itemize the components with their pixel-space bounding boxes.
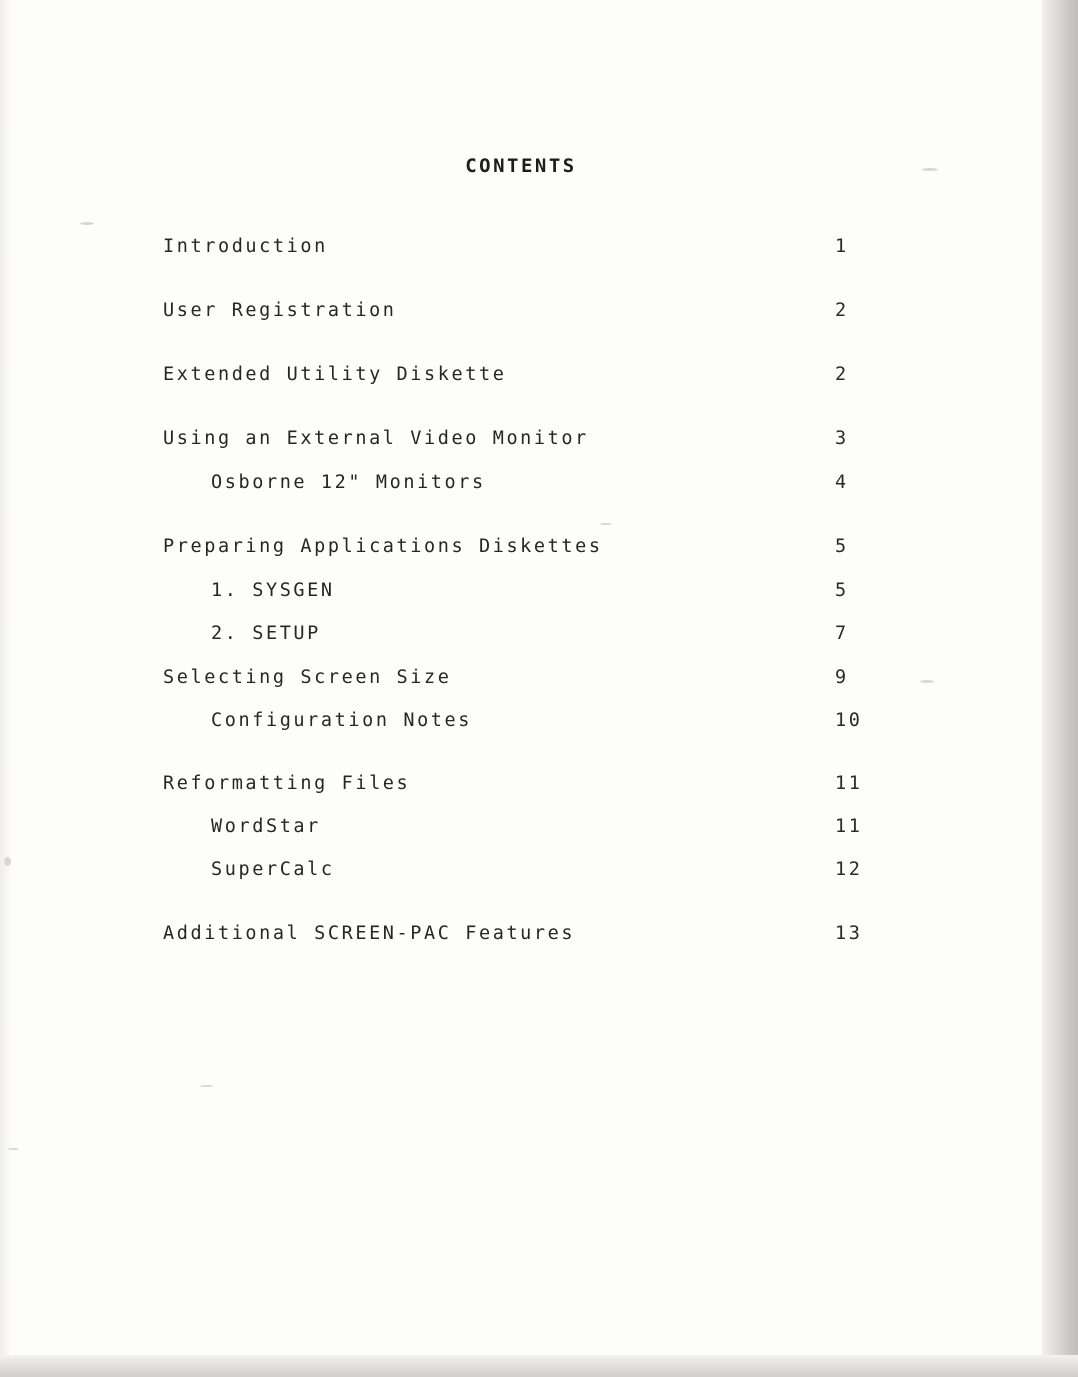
- toc-entry-page: 13: [835, 923, 863, 944]
- toc-entry-page: 3: [835, 428, 849, 449]
- toc-entry-page: 10: [835, 710, 863, 731]
- toc-entry-page: 11: [835, 773, 863, 794]
- toc-entry-page: 2: [835, 364, 849, 385]
- toc-entry-page: 1: [835, 236, 849, 257]
- toc-entry-label: Reformatting Files: [163, 773, 411, 794]
- toc-entry-page: 5: [835, 536, 849, 557]
- page-title: CONTENTS: [465, 155, 577, 177]
- toc-entry-label: Configuration Notes: [211, 710, 473, 731]
- toc-entry-label: Preparing Applications Diskettes: [163, 536, 603, 557]
- toc-entry-page: 4: [835, 472, 849, 493]
- toc-entry-label: 2. SETUP: [211, 623, 321, 644]
- toc-entry-page: 2: [835, 300, 849, 321]
- page-right-shadow: [1042, 0, 1078, 1377]
- toc-entry-label: Using an External Video Monitor: [163, 428, 589, 449]
- toc-entry-page: 12: [835, 859, 863, 880]
- toc-entry-label: Additional SCREEN-PAC Features: [163, 923, 576, 944]
- toc-entry-page: 5: [835, 580, 849, 601]
- toc-entry-label: Introduction: [163, 236, 328, 257]
- toc-entry-label: Extended Utility Diskette: [163, 364, 507, 385]
- toc-entry-label: 1. SYSGEN: [211, 580, 335, 601]
- toc-entry-label: Osborne 12" Monitors: [211, 472, 486, 493]
- toc-entry-label: Selecting Screen Size: [163, 667, 452, 688]
- toc-entry-page: 9: [835, 667, 849, 688]
- toc-entry-label: WordStar: [211, 816, 321, 837]
- toc-entry-page: 7: [835, 623, 849, 644]
- toc-entry-page: 11: [835, 816, 863, 837]
- toc-entry-label: User Registration: [163, 300, 397, 321]
- toc-entry-label: SuperCalc: [211, 859, 335, 880]
